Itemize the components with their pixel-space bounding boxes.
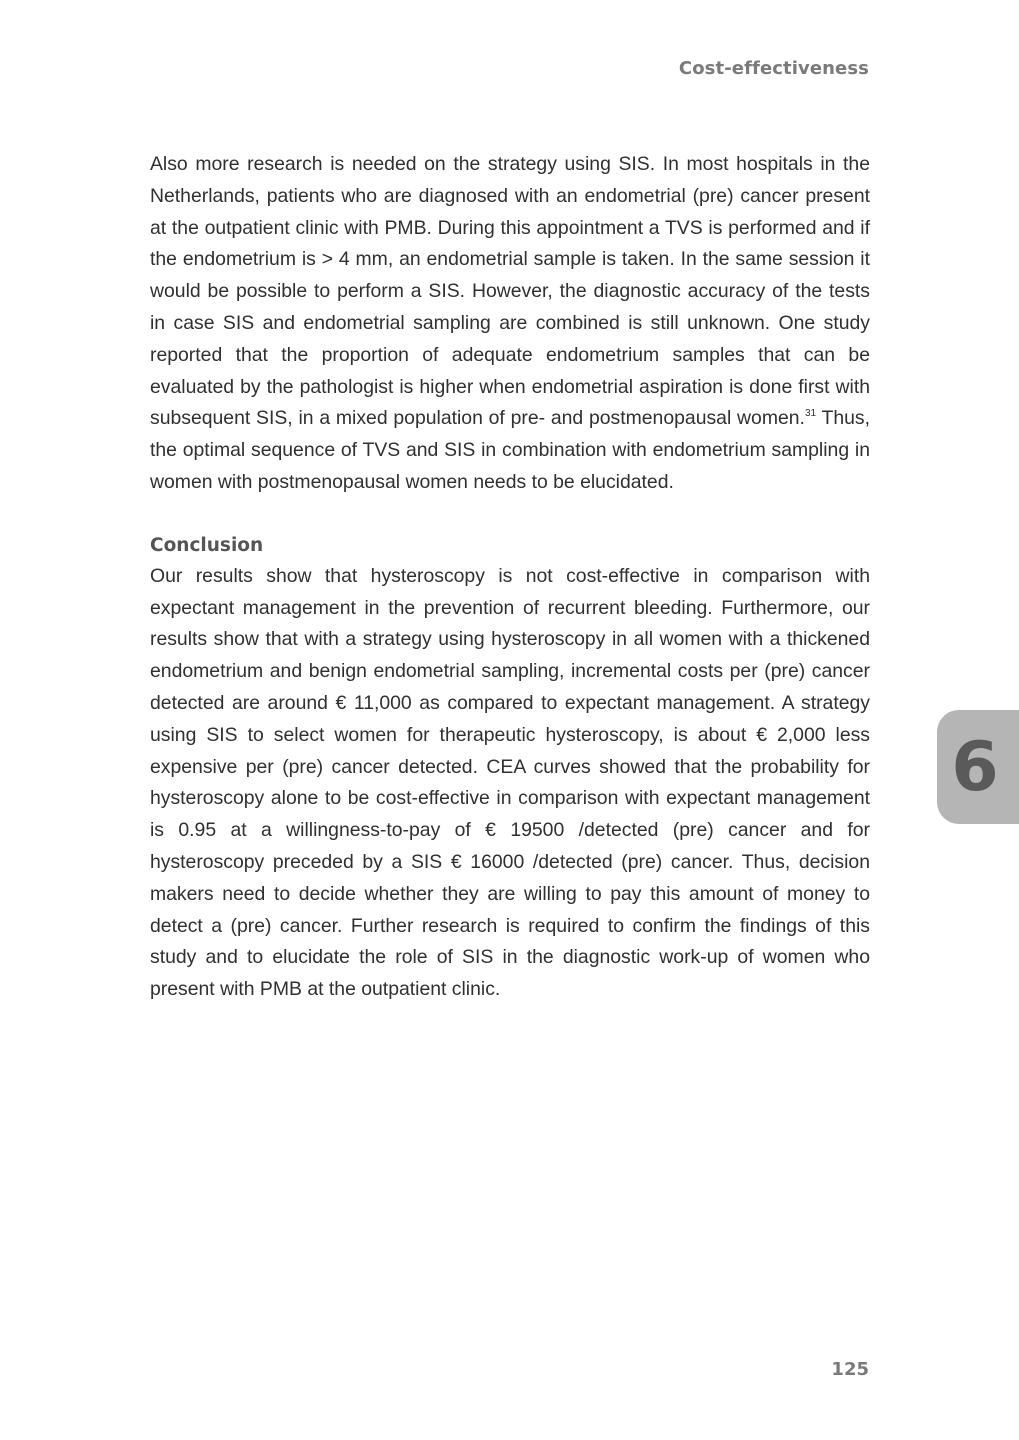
chapter-tab	[937, 710, 1019, 824]
main-content	[150, 149, 870, 1006]
paragraph-text-continued: Thus, the optimal sequence of TVS and SIS in combination with endometrium sampling in women with postmenopausal women needs to be elucidated.	[150, 407, 870, 493]
running-header-title: Cost-effectiveness	[678, 58, 869, 79]
citation-reference: 31	[804, 408, 817, 420]
body-paragraph	[150, 149, 870, 499]
chapter-number: 6	[951, 727, 999, 807]
page-number: 125	[831, 1359, 869, 1380]
conclusion-heading: Conclusion	[150, 534, 264, 556]
paragraph-text: Also more research is needed on the strategy using SIS. In most hospitals in the Netherlands, patients who are diagnosed with an endometrial (pre) cancer present at the outpatient clinic with PMB. During this appointment a TVS is performed and if the endometrium is > 4 mm, an endometrial sample is taken. In the same session it would be possible to perform a SIS. However, the diagnostic accuracy of the tests in case SIS and endometrial sampling are combined is still unknown. One study reported that the proportion of adequate endometrium samples that can be evaluated by the pathologist is higher when endometrial aspiration is done first with subsequent SIS, in a mixed population of pre- and postmenopausal women.	[150, 153, 870, 430]
conclusion-paragraph: Our results show that hysteroscopy is not cost-effective in comparison with expectant management in the prevention of recurrent bleeding. Furthermore, our results show that with a strategy using hysteroscopy in all women with a thickened endometrium and benign endometrial sampling, incremental costs per (pre) cancer detected are around € 11,000 as compared to expectant management. A strategy using SIS to select women for therapeutic hysteroscopy, is about € 2,000 less expensive per (pre) cancer detected. CEA curves showed that the probability for hysteroscopy alone to be cost-effective in comparison with expectant management is 0.95 at a willingness-to-pay of € 19500 /detected (pre) cancer and for hysteroscopy preceded by a SIS € 16000 /detected (pre) cancer. Thus, decision makers need to decide whether they are willing to pay this amount of money to detect a (pre) cancer. Further research is required to confirm the findings of this study and to elucidate the role of SIS in the diagnostic work-up of women who present with PMB at the outpatient clinic.	[150, 564, 870, 1001]
